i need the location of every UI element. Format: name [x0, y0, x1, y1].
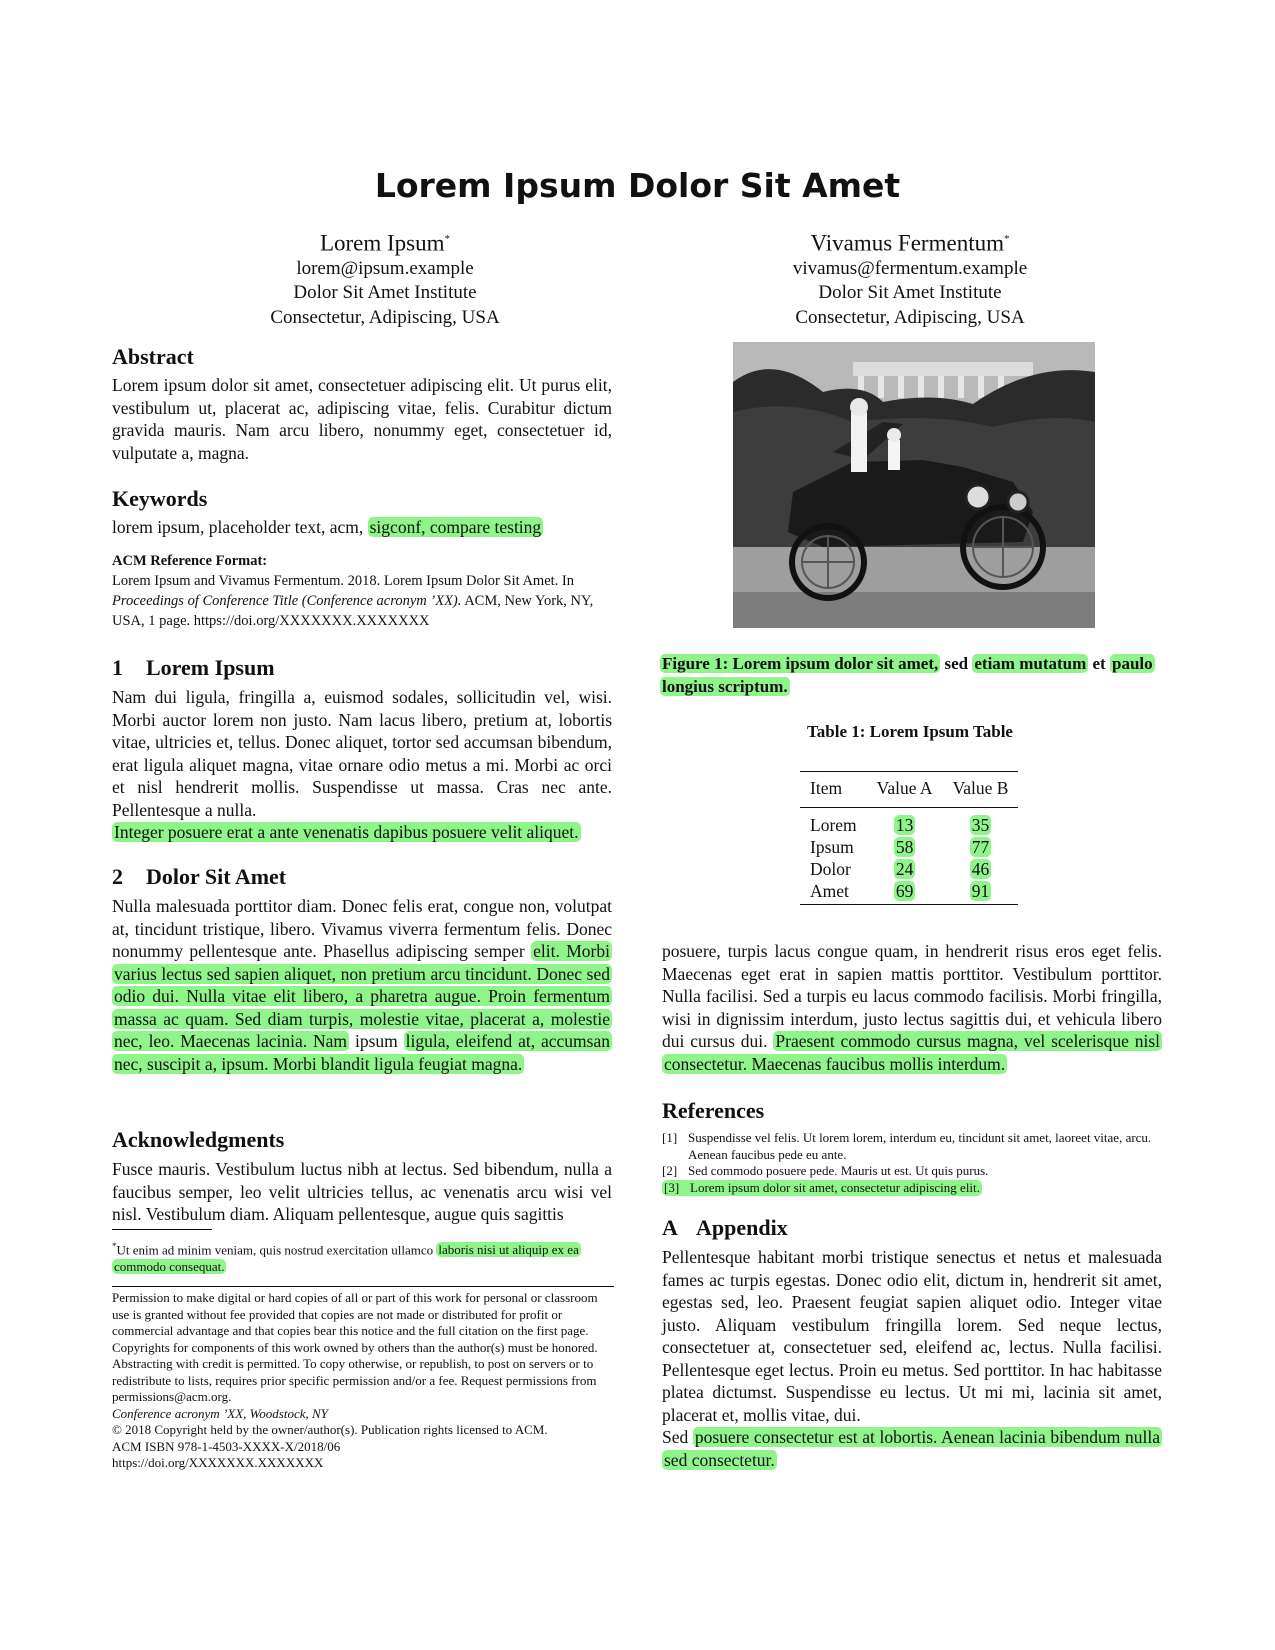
- section-text: Nam dui ligula, fringilla a, euismod sodales, sollicitudin vel, wisi. Morbi auctor lorem non justo. Nam lacus libero, pretium at, lobortis vitae, ultricies et, tellus. Donec aliquet, tortor sed accumsan bibendum, erat ligula aliquet magna, vitae ornare odio metus a mi. Morbi ac orci et nisl hendrerit mollis. Suspendisse ut massa. Cras nec ante. Pellentesque a nulla. Integer posuere erat a ante venenatis dapibus posuere velit aliquet.: [112, 687, 612, 842]
- body-paragraph: posuere, turpis lacus congue quam, in hendrerit risus eros eget felis. Maecenas eget erat in sapien mattis porttitor. Vestibulum porttitor. Nulla facilisi. Sed a turpis eu lacus commodo facilisis. Morbi fringilla, wisi in dignissim interdum, justo lectus sagittis dui, et vehicula libero dui cursus dui. Praesent commodo cursus magna, vel scelerisque nisl consectetur. Maecenas faucibus mollis interdum.: [662, 941, 1162, 1074]
- references-section: [662, 1098, 1162, 1196]
- keywords-heading: Keywords: [112, 486, 208, 511]
- highlight: etiam mutatum: [974, 654, 1087, 673]
- figure-photo: [733, 342, 1095, 628]
- abstract-section: [112, 344, 612, 464]
- reference-item: [1] Suspendisse vel felis. Ut lorem lorem, interdum eu, tincidunt sit amet, laoreet vitae, arcu. Aenean faucibus pede eu ante.: [662, 1130, 1152, 1162]
- table-cell: 58: [895, 837, 914, 857]
- isbn: ACM ISBN 978-1-4503-XXXX-X/2018/06: [112, 1438, 341, 1454]
- doi: https://doi.org/XXXXXXX.XXXXXXX: [112, 1455, 324, 1470]
- venue: Conference acronym ’XX, Woodstock, NY: [112, 1405, 328, 1421]
- acknowledgments-section: [112, 1127, 612, 1226]
- section-dolor-sit-amet: [112, 864, 612, 1075]
- table-cell: Ipsum: [810, 837, 854, 857]
- highlight: elit. Morbi varius lectus sed sapien aliquet, non pretium arcu tincidunt. Donec sed odio dui. Nulla vitae elit libero, a pharetra augue. Proin fermentum massa ac quam. Sed diam turpis, molestie vitae, placerat a, molestie nec, leo. Maecenas lacinia. Nam: [114, 941, 610, 1051]
- appendix-section: [662, 1215, 1162, 1471]
- section-heading: 1 Lorem Ipsum: [112, 655, 275, 680]
- highlight: posuere consectetur est at lobortis. Aenean lacinia bibendum nulla sed consectetur.: [664, 1427, 1160, 1470]
- highlight: Integer posuere erat a ante venenatis dapibus posuere velit aliquet.: [114, 822, 579, 842]
- footnote: *Ut enim ad minim veniam, quis nostrud exercitation ullamco laboris nisi ut aliquip ex ea commodo consequat.: [112, 1241, 579, 1275]
- highlight: laboris nisi ut aliquip ex ea commodo consequat.: [114, 1242, 579, 1275]
- author-name: Vivamus Fermentum*: [810, 230, 1010, 256]
- author-location: Consectetur, Adipiscing, USA: [795, 306, 1025, 328]
- table-cell: 46: [971, 859, 990, 879]
- table-cell: 35: [971, 815, 990, 835]
- reference-list: [662, 1130, 1162, 1196]
- author-email: vivamus@fermentum.example: [792, 257, 1028, 279]
- table-cell: 69: [895, 881, 914, 901]
- table-cell: Lorem: [810, 815, 857, 835]
- appendix-text: Pellentesque habitant morbi tristique senectus et netus et malesuada fames ac turpis egestas. Donec odio elit, dictum in, hendrerit sit amet, egestas sed, leo. Praesent feugiat sapien aliquet odio. Integer vitae justo. Aliquam vestibulum fringilla lorem. Sed neque lectus, consectetuer at, consectetuer sed, eleifend ac, lectus. Nulla facilisi. Pellentesque eget lectus. Proin eu metus. Sed porttitor. In hac habitasse platea dictumst. Suspendisse eu lectus. Ut mi mi, lacinia sit amet, placerat et, mollis vitae, dui. Sed posuere consectetur est at lobortis. Aenean lacinia bibendum nulla sed consectetur.: [662, 1247, 1162, 1470]
- table-header: Value A: [867, 772, 943, 808]
- table-caption: Table 1: Lorem Ipsum Table: [807, 722, 1013, 741]
- abstract-text: Lorem ipsum dolor sit amet, consectetuer adipiscing elit. Ut purus elit, vestibulum ut, placerat ac, adipiscing vitae, felis. Curabitur dictum gravida mauris. Nam arcu libero, nonummy eget, consectetuer id, vulputate a, magna.: [112, 375, 612, 463]
- paper-title: Lorem Ipsum Dolor Sit Amet: [374, 166, 901, 205]
- acknowledgments-heading: Acknowledgments: [112, 1127, 285, 1152]
- author-block: [155, 226, 615, 330]
- reference-format-text: Lorem Ipsum and Vivamus Fermentum. 2018. Lorem Ipsum Dolor Sit Amet. In Proceedings of Conference Title (Conference acronym ’XX). ACM, New York, NY, USA, 1 page. https://doi.org/XXXXXXX.XXXXXXX: [112, 573, 594, 629]
- keywords-section: [112, 486, 612, 539]
- copyright: © 2018 Copyright held by the owner/author(s). Publication rights licensed to ACM.: [112, 1422, 548, 1437]
- reference-item: [662, 1180, 1162, 1197]
- author-email: lorem@ipsum.example: [296, 257, 474, 279]
- table-row: [800, 836, 1018, 858]
- author-name: Lorem Ipsum*: [319, 230, 451, 256]
- table-cell: 24: [895, 859, 914, 879]
- permission-divider: [112, 1286, 614, 1287]
- references-heading: References: [662, 1098, 765, 1123]
- highlight: paulo longius scriptum.: [662, 654, 1153, 696]
- highlight: [3] Lorem ipsum dolor sit amet, consectetur adipiscing elit.: [664, 1179, 980, 1195]
- appendix-heading: A Appendix: [662, 1215, 788, 1240]
- highlight: Figure 1: Lorem ipsum dolor sit amet,: [662, 654, 939, 673]
- table-cell: 91: [971, 881, 990, 901]
- highlight: Praesent commodo cursus magna, vel scelerisque nisl consectetur. Maecenas faucibus mollis interdum.: [664, 1031, 1160, 1074]
- section-lorem-ipsum: [112, 655, 612, 844]
- highlight: ligula, eleifend at, accumsan nec, suscipit a, ipsum. Morbi blandit ligula feugiat magna.: [114, 1031, 610, 1074]
- table-row: [800, 880, 1018, 905]
- permission-text: Permission to make digital or hard copies of all or part of this work for personal or classroom use is granted without fee provided that copies are not made or distributed for profit or commercial advantage and that copies bear this notice and the full citation on the first page. Copyrights for components of this work owned by others than the author(s) must be honored. Abstracting with credit is permitted. To copy otherwise, or republish, to post on servers or to redistribute to lists, requires prior specific permission and/or a fee. Request permissions from permissions@acm.org.: [112, 1290, 598, 1404]
- table-row: [800, 808, 1018, 837]
- reference-format-label: ACM Reference Format:: [112, 553, 268, 569]
- section-text: Nulla malesuada porttitor diam. Donec felis erat, congue non, volutpat at, tincidunt tristique, libero. Vivamus viverra fermentum felis. Donec nonummy pellentesque ante. Phasellus adipiscing semper elit. Morbi varius lectus sed sapien aliquet, non pretium arcu tincidunt. Donec sed odio dui. Nulla vitae elit libero, a pharetra augue. Proin fermentum massa ac quam. Sed diam turpis, molestie vitae, placerat a, molestie nec, leo. Maecenas lacinia. Nam ipsum ligula, eleifend at, accumsan nec, suscipit a, ipsum. Morbi blandit ligula feugiat magna.: [112, 896, 612, 1074]
- table-header: Value B: [943, 772, 1019, 808]
- highlight: sigconf, compare testing: [369, 517, 542, 537]
- footnote-divider: [112, 1229, 212, 1230]
- table-cell: Dolor: [810, 859, 851, 879]
- abstract-heading: Abstract: [112, 344, 194, 369]
- author-block: [680, 226, 1140, 330]
- reference-item: [2] Sed commodo posuere pede. Mauris ut est. Ut quis purus.: [662, 1163, 989, 1178]
- table-cell: 77: [971, 837, 990, 857]
- author-institution: Dolor Sit Amet Institute: [818, 282, 1002, 304]
- table-row: [800, 858, 1018, 880]
- author-institution: Dolor Sit Amet Institute: [293, 282, 477, 304]
- table-header: Item: [800, 772, 867, 808]
- author-location: Consectetur, Adipiscing, USA: [270, 306, 500, 328]
- permission-notice: [112, 1290, 612, 1472]
- table-header-row: [800, 772, 1018, 808]
- table-cell: 13: [895, 815, 914, 835]
- table-cell: Amet: [800, 880, 867, 905]
- data-table: [800, 771, 1018, 905]
- figure-caption: Figure 1: Lorem ipsum dolor sit amet, sed etiam mutatum et paulo longius scriptum.: [662, 654, 1153, 696]
- acm-reference-format: [112, 551, 612, 631]
- acknowledgments-text: Fusce mauris. Vestibulum luctus nibh at lectus. Sed bibendum, nulla a faucibus semper, leo velit ultricies tellus, ac venenatis arcu wisi vel nisl. Vestibulum diam. Aliquam pellentesque, augue quis sagittis: [112, 1159, 612, 1224]
- keywords-text: lorem ipsum, placeholder text, acm, sigconf, compare testing: [112, 517, 542, 537]
- vintage-car-photo: [733, 342, 1095, 628]
- section-heading: 2 Dolor Sit Amet: [112, 864, 287, 889]
